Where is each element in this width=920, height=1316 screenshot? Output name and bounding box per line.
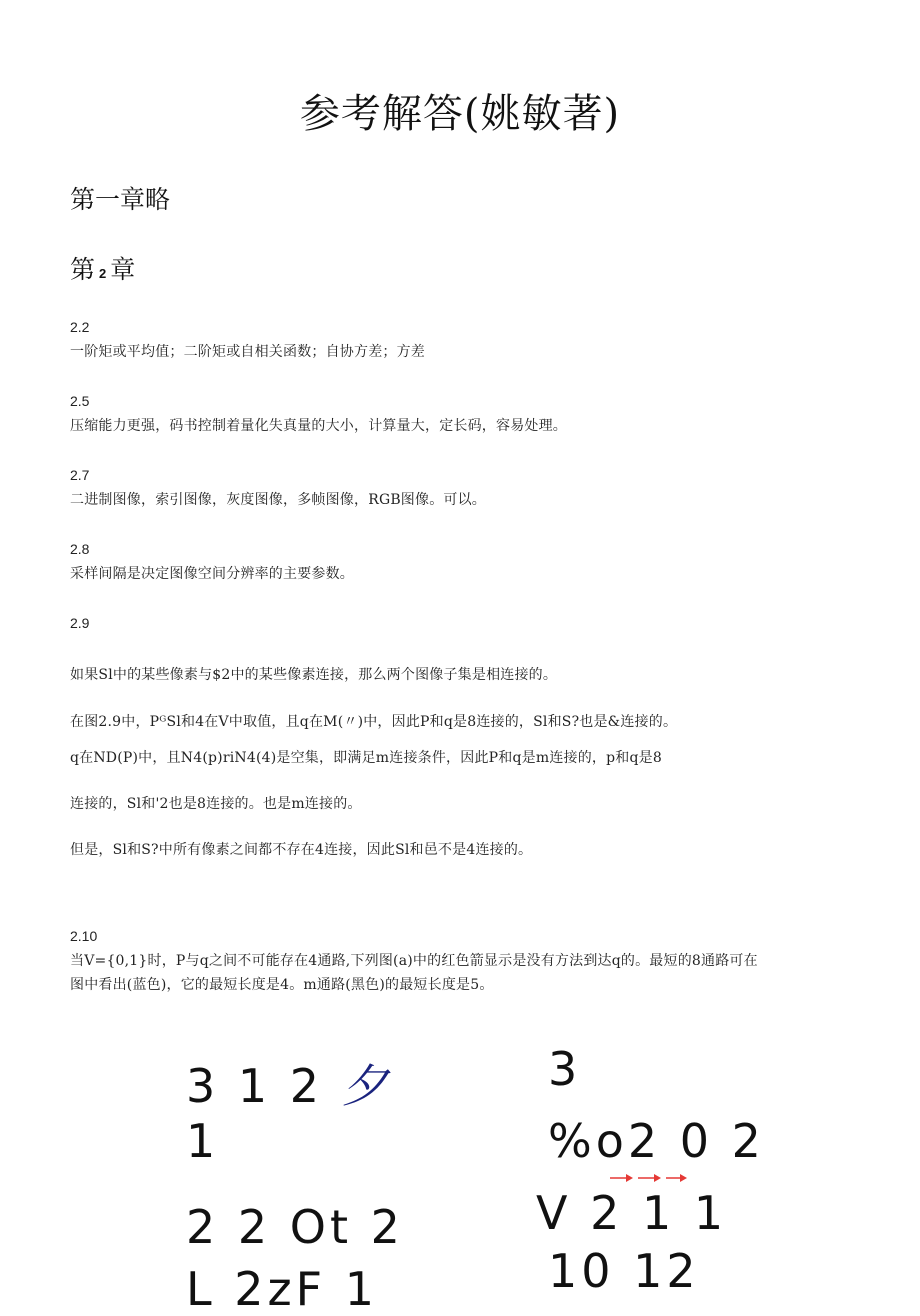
section-number-2-8: 2.8 xyxy=(70,541,90,557)
red-arrows xyxy=(610,1170,690,1186)
page-title: 参考解答(姚敏著) xyxy=(299,91,621,137)
figure-right-row-4: 10 12 xyxy=(548,1244,700,1298)
figure-right-row-1: 3 xyxy=(548,1042,582,1096)
answer-2-9-paragraph-4: 连接的，Sl和'2也是8连接的。也是m连接的。 xyxy=(70,796,362,812)
answer-2-7: 二进制图像，索引图像，灰度图像，多帧图像，RGB图像。可以。 xyxy=(70,492,487,508)
answer-2-9-paragraph-1: 如果Sl中的某些像素与$2中的某些像素连接，那么两个图像子集是相连接的。 xyxy=(70,667,558,683)
answer-2-9-paragraph-3: q在ND(P)中，且N4(p)riN4(4)是空集，即满足m连接条件，因此P和q是m连接的，p和q是8 xyxy=(70,750,662,766)
section-number-2-10: 2.10 xyxy=(70,928,98,944)
figure-right-row-3: V 2 1 1 xyxy=(536,1186,728,1240)
answer-2-5: 压缩能力更强，码书控制着量化失真量的大小，计算量大，定长码，容易处理。 xyxy=(70,418,567,434)
section-number-2-9: 2.9 xyxy=(70,615,90,631)
figure-right-row-2: %o2 0 2 xyxy=(548,1114,765,1168)
chapter-2-heading xyxy=(70,250,135,286)
answer-2-2: 一阶矩或平均值；二阶矩或自相关函数；自协方差；方差 xyxy=(70,344,425,360)
chapter-2-prefix: 第 xyxy=(70,255,96,284)
figure-left-row-1-digits: 3 1 2 xyxy=(186,1059,324,1113)
red-arrow-2 xyxy=(638,1174,661,1182)
answer-2-10-line-1: 当V={0,1}时，P与q之间不可能存在4通路,下列图(a)中的红色箭显示是没有方法到达q的。最短的8通路可在 xyxy=(70,953,758,969)
figure-left-row-4: L 2zF 1 xyxy=(186,1262,379,1316)
answer-2-10-line-2: 图中看出(蓝色)，它的最短长度是4。m通路(黑色)的最短长度是5。 xyxy=(70,977,494,993)
figure-left-row-1 xyxy=(186,1050,392,1116)
red-arrow-3 xyxy=(666,1174,687,1182)
answer-2-9-paragraph-2: 在图2.9中，PᴳSl和4在V中取值，且q在M(〃)中，因此P和q是8连接的，Sl和S?也是&连接的。 xyxy=(70,714,678,730)
answer-2-8: 采样间隔是决定图像空间分辨率的主要参数。 xyxy=(70,566,354,582)
figure-left-row-3: 2 2 Ot 2 xyxy=(186,1200,404,1254)
chapter-2-number: 2 xyxy=(99,266,107,281)
red-arrow-1 xyxy=(610,1174,633,1182)
chapter-1-heading: 第一章略 xyxy=(70,185,171,214)
section-number-2-7: 2.7 xyxy=(70,467,90,483)
chapter-2-suffix: 章 xyxy=(110,255,136,284)
section-number-2-2: 2.2 xyxy=(70,319,90,335)
red-arrow-group xyxy=(610,1174,687,1182)
figure-left-row-1-blue-mark: 夕 xyxy=(341,1059,392,1113)
section-number-2-5: 2.5 xyxy=(70,393,90,409)
answer-2-9-paragraph-5: 但是，Sl和S?中所有像素之间都不存在4连接，因此Sl和邑不是4连接的。 xyxy=(70,842,533,858)
figure-left-row-2: 1 xyxy=(186,1114,220,1168)
